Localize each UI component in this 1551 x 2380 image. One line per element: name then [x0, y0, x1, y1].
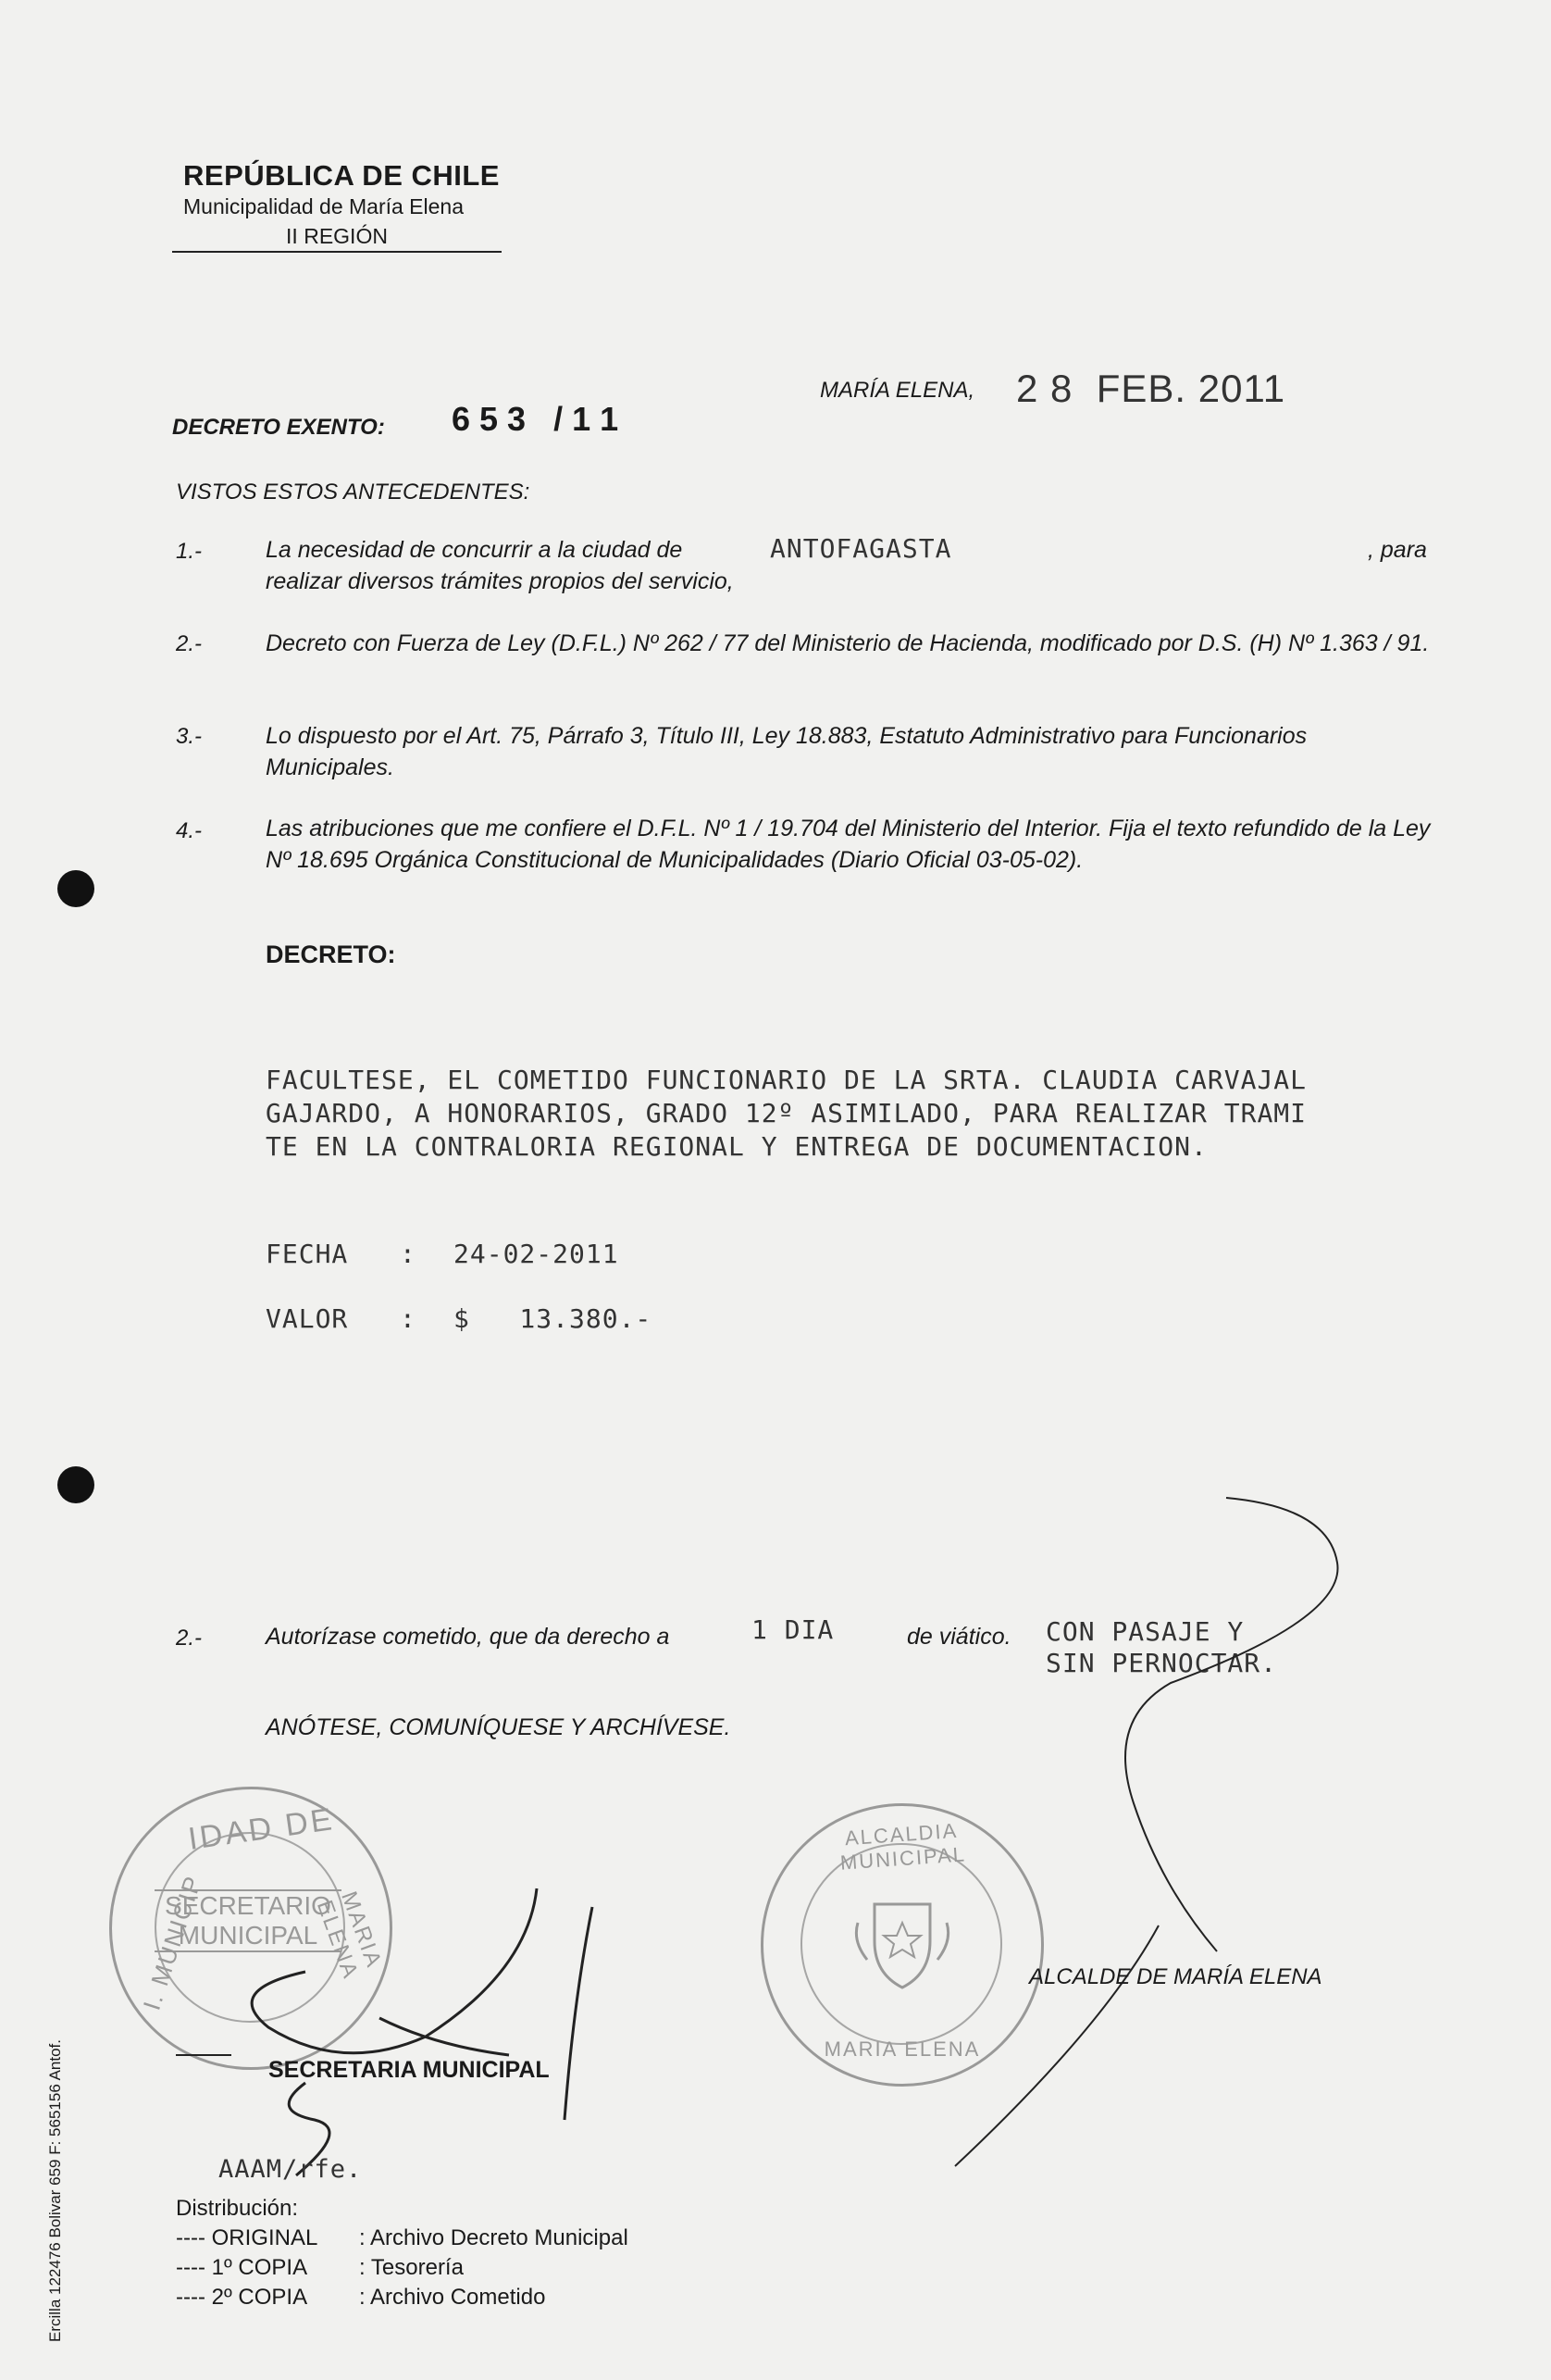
stamp-left-arc: I. MUNICIP — [137, 1871, 207, 2014]
decreto-title: DECRETO: — [266, 941, 396, 968]
fecha-value: 24-02-2011 — [453, 1239, 619, 1269]
item2-days: 1 DIA — [751, 1614, 835, 1645]
header-municipality: Municipalidad de María Elena — [183, 194, 465, 218]
header-country: REPÚBLICA DE CHILE — [183, 159, 500, 192]
antecedente-1-city: ANTOFAGASTA — [770, 533, 952, 564]
antecedente-3-text: Lo dispuesto por el Art. 75, Párrafo 3, Título III, Ley 18.883, Estatuto Administrativo para Funcionarios Municipales. — [266, 723, 1308, 780]
item2-number: 2.- — [176, 1626, 203, 1651]
antecedente-2-number: 2.- — [176, 631, 203, 656]
antecedente-4-number: 4.- — [176, 818, 203, 843]
header-region: II REGIÓN — [172, 224, 502, 253]
alcaldia-stamp-bottom: MARIA ELENA — [824, 2037, 981, 2061]
body-line-2: GAJARDO, A HONORARIOS, GRADO 12º ASIMILADO, PARA REALIZAR TRAMI — [266, 1098, 1308, 1128]
antecedente-1-number: 1.- — [176, 539, 203, 564]
distribution-dest: : Archivo Cometido — [359, 2285, 546, 2310]
distribution-dest: : Archivo Decreto Municipal — [359, 2225, 628, 2250]
secretaria-label: SECRETARIA MUNICIPAL — [268, 2057, 550, 2083]
stamp-right-arc: MARIA ELENA — [311, 1888, 387, 1983]
valor-value: $ 13.380.- — [453, 1303, 652, 1334]
printer-note: Ercilla 122476 Bolivar 659 F: 565156 Antof. — [46, 2039, 64, 2342]
antecedente-2-text: Decreto con Fuerza de Ley (D.F.L.) Nº 262 / 77 del Ministerio de Hacienda, modificado por D.S. (H) Nº 1.363 / 91. — [266, 630, 1430, 656]
fecha-label: FECHA — [266, 1239, 349, 1269]
initials: AAAM/rfe. — [218, 2155, 363, 2184]
antecedente-1-text-c: realizar diversos trámites propios del servicio, — [266, 568, 734, 594]
decree-place: MARÍA ELENA, — [820, 378, 975, 403]
stamp-inner-2: MUNICIPAL — [155, 1921, 341, 1952]
distribution-copy: ---- ORIGINAL — [176, 2225, 318, 2250]
antecedente-4-text: Las atribuciones que me confiere el D.F.L. Nº 1 / 19.704 del Ministerio del Interior. Fija el texto refundido de la Ley Nº 18.695 Orgánica Constitucional de Municipalidades (Diario Oficial 03-05-02). — [266, 816, 1431, 873]
item2-text-b: de viático. — [907, 1624, 1011, 1650]
distribution-title: Distribución: — [176, 2196, 299, 2221]
valor-label: VALOR — [266, 1303, 349, 1334]
decree-date-stamp: 2 8 FEB. 2011 — [1016, 367, 1286, 410]
item2-cond-1: CON PASAJE Y — [1046, 1616, 1245, 1647]
vistos-title: VISTOS ESTOS ANTECEDENTES: — [176, 480, 530, 505]
fecha-sep: : — [400, 1239, 416, 1269]
antecedente-3-number: 3.- — [176, 724, 203, 749]
distribution-copy: ---- 1º COPIA — [176, 2255, 308, 2280]
valor-sep: : — [400, 1303, 416, 1334]
distribution-copy: ---- 2º COPIA — [176, 2285, 308, 2310]
decree-number: 6 5 3 / 1 1 — [452, 400, 619, 438]
item2-cond-2: SIN PERNOCTAR. — [1046, 1648, 1278, 1678]
item2-text-a: Autorízase cometido, que da derecho a — [266, 1624, 670, 1650]
closing-formula: ANÓTESE, COMUNÍQUESE Y ARCHÍVESE. — [266, 1714, 731, 1740]
body-line-3: TE EN LA CONTRALORIA REGIONAL Y ENTREGA DE DOCUMENTACION. — [266, 1131, 1208, 1162]
stamp-left-top: IDAD DE — [186, 1801, 337, 1857]
stamp-inner-1: SECRETARIO — [155, 1889, 341, 1921]
alcalde-label: ALCALDE DE MARÍA ELENA — [1029, 1964, 1322, 1989]
decree-label: DECRETO EXENTO: — [172, 415, 385, 440]
alcaldia-stamp-top: ALCALDIA MUNICIPAL — [839, 1818, 967, 1875]
distribution-dest: : Tesorería — [359, 2255, 464, 2280]
antecedente-1-text-b: , para — [1368, 537, 1427, 563]
antecedente-1-text-a: La necesidad de concurrir a la ciudad de — [266, 537, 683, 563]
body-line-1: FACULTESE, EL COMETIDO FUNCIONARIO DE LA SRTA. CLAUDIA CARVAJAL — [266, 1065, 1308, 1095]
